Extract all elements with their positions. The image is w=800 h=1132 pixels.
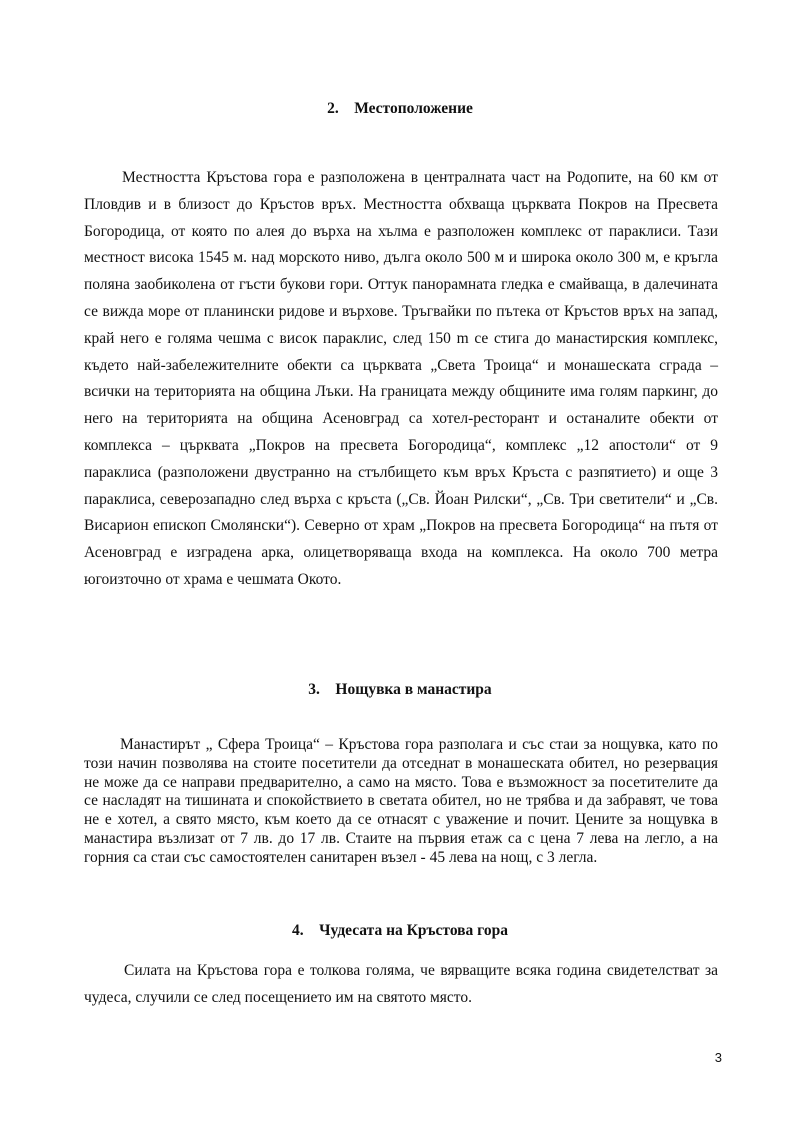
paragraph-miracles: Силата на Кръстова гора е толкова голяма, че вярващите всяка година свидетелстват за чудеса, случили се след посещението им на святото място. [84,962,718,1006]
section-heading-location: 2. Местоположение [327,100,473,117]
section-heading-miracles: 4. Чудесата на Кръстова гора [292,922,508,939]
paragraph-location: Местността Кръстова гора е разположена в централната част на Родопите, на 60 км от Пловдив и в близост до Кръстов връх. Местността обхваща църквата Покров на Пресвета Богородица, от която по алея до върха на хълма е разположен комплекс от параклиси. Тази местност висока 1545 м. над морското ниво, дълга около 500 м и широка около 300 м, е кръгла поляна заобиколена от гъсти букови гори. Оттук панорамната гледка е смайваща, в далечината се вижда море от планински ридове и върхове. Тръгвайки по пътека от Кръстов връх на запад, край него е голяма чешма с висок параклис, след 150 m се стига до манастирския комплекс, където най-забележителните обекти са църквата „Света Троица“ и монашеската сграда – всички на територията на община Лъки. На границата между общините има голям паркинг, до него на територията на община Асеновград са хотел-ресторант и останалите обекти от комплекса – църквата „Покров на пресвета Богородица“, комплекс „12 апостоли“ от 9 параклиса (разположени двустранно на стълбището към връх Кръста с разпятието) и още 3 параклиса, северозападно след върха с кръста („Св. Йоан Рилски“, „Св. Три светители“ и „Св. Висарион епископ Смолянски“). Северно от храм „Покров на пресвета Богородица“ на пътя от Асеновград е изградена арка, олицетворяваща входа на комплекса. На около 700 метра югоизточно от храма е чешмата Окото. [84,169,718,588]
page-number: 3 [714,1050,722,1065]
section-heading-overnight-stay: 3. Нощувка в манастира [308,681,492,698]
paragraph-overnight-stay: Манастирът „ Сфера Троица“ – Кръстова гора разполага и със стаи за нощувка, като по този начин позволява на стоите посетители да отседнат в монашеската обител, но резервация не може да се направи предварително, а само на място. Това е възможност за посетителите да се насладят на тишината и спокойствието в светата обител, но не трябва и да забравят, че това не е хотел, а свято място, към което да се отнасят с уважение и почит. Цените за нощувка в манастира възлизат от 7 лв. до 17 лв. Стаите на първия етаж са с цена 7 лева на легло, а на горния са стаи със самостоятелен санитарен възел - 45 лева на нощ, с 3 легла. [84,736,718,866]
